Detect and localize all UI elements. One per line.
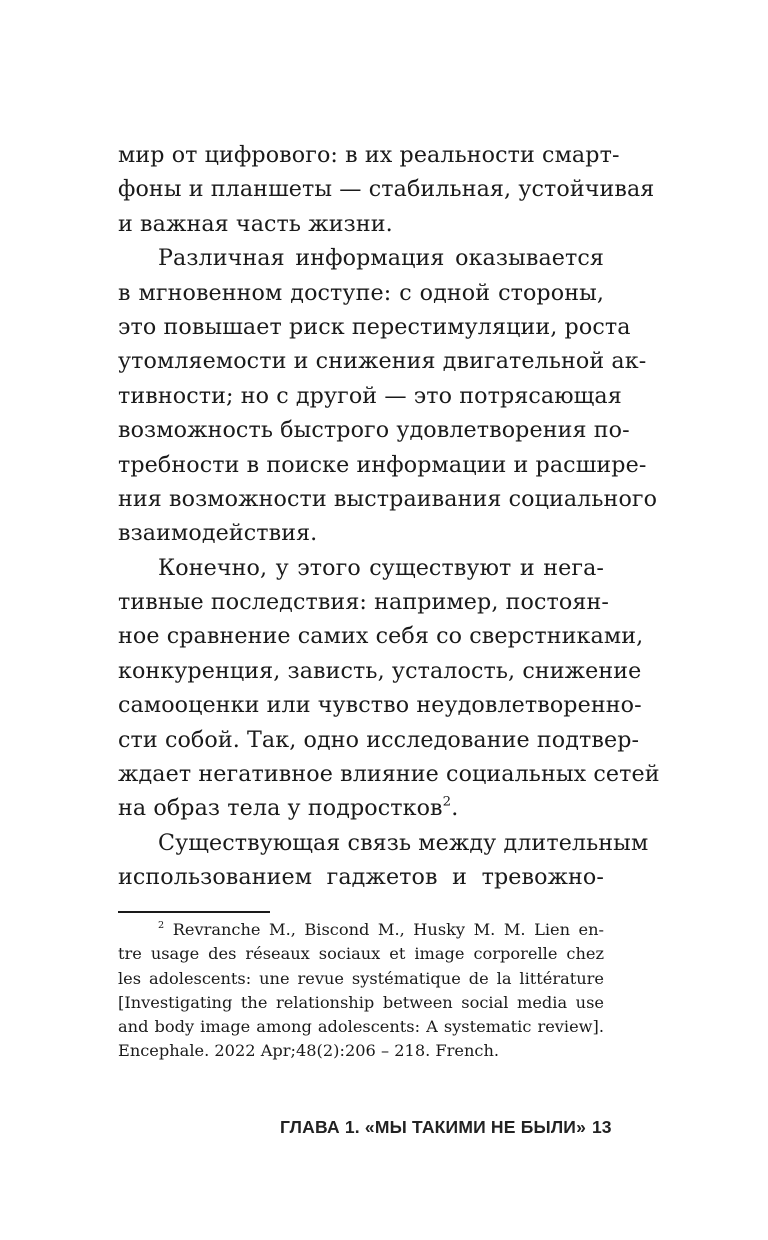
footnote-line: [Investigating the relationship between social media use <box>118 992 604 1012</box>
text-line: конкуренция, зависть, усталость, снижение <box>118 657 642 684</box>
main-text <box>118 138 660 895</box>
footnote-reference[interactable]: 2 <box>442 795 452 811</box>
running-footer-chapter-title: ГЛАВА 1. «МЫ ТАКИМИ НЕ БЫЛИ» <box>280 1117 587 1137</box>
text-line: фоны и планшеты — стабильная, устойчивая <box>118 176 655 203</box>
text-line: утомляемости и снижения двигательной ак- <box>118 348 647 375</box>
footnote-line: and body image among adolescents: A systematic review]. <box>118 1017 604 1037</box>
text-line: требности в поиске информации и расшире- <box>118 451 647 478</box>
text-line: тивные последствия: например, постоян- <box>118 589 609 616</box>
text-line: тивности; но с другой — это потрясающая <box>118 382 622 409</box>
text-line-content: на образ тела у подростков <box>118 795 443 822</box>
footnote-text: Revranche M., Biscond M., Husky M. M. Lien en- <box>172 920 604 939</box>
text-line: ждает негативное влияние социальных сетей <box>118 761 660 788</box>
paragraph-3 <box>118 551 660 826</box>
text-line: в мгновенном доступе: с одной стороны, <box>118 279 604 306</box>
text-line: сти собой. Так, одно исследование подтвер- <box>118 726 640 753</box>
footnote-block <box>118 918 604 1064</box>
text-line: ное сравнение самих себя со сверстниками, <box>118 623 644 650</box>
text-line: это повышает риск перестимуляции, роста <box>118 313 631 340</box>
text-line: Существующая связь между длительным <box>158 829 649 856</box>
text-line: использованием гаджетов и тревожно- <box>118 864 604 891</box>
footnote-separator <box>118 911 270 913</box>
footnote-line <box>118 918 604 942</box>
paragraph-4 <box>118 826 649 895</box>
text-line: мир от цифрового: в их реальности смарт- <box>118 142 620 168</box>
text-line: самооценки или чувство неудовлетворенно- <box>118 692 642 719</box>
paragraph-1 <box>118 138 655 241</box>
text-line-with-footnote-ref <box>118 791 604 825</box>
text-line: ния возможности выстраивания социального <box>118 485 658 512</box>
footnote-line: Encephale. 2022 Apr;48(2):206 – 218. French. <box>118 1041 500 1061</box>
footnote-line: les adolescents: une revue systématique de la littérature <box>118 968 604 988</box>
paragraph-2 <box>118 241 658 551</box>
page-number: 13 <box>592 1117 612 1137</box>
footnote-line: tre usage des réseaux sociaux et image corporelle chez <box>118 944 604 964</box>
text-line: взаимодействия. <box>118 520 318 547</box>
text-line: Различная информация оказывается <box>158 245 604 272</box>
line-end-punctuation: . <box>451 795 459 822</box>
text-line: и важная часть жизни. <box>118 210 393 237</box>
text-line: возможность быстрого удовлетворения по- <box>118 417 630 444</box>
text-line: Конечно, у этого существуют и нега- <box>158 554 604 581</box>
footnote-number: 2 <box>158 920 165 932</box>
